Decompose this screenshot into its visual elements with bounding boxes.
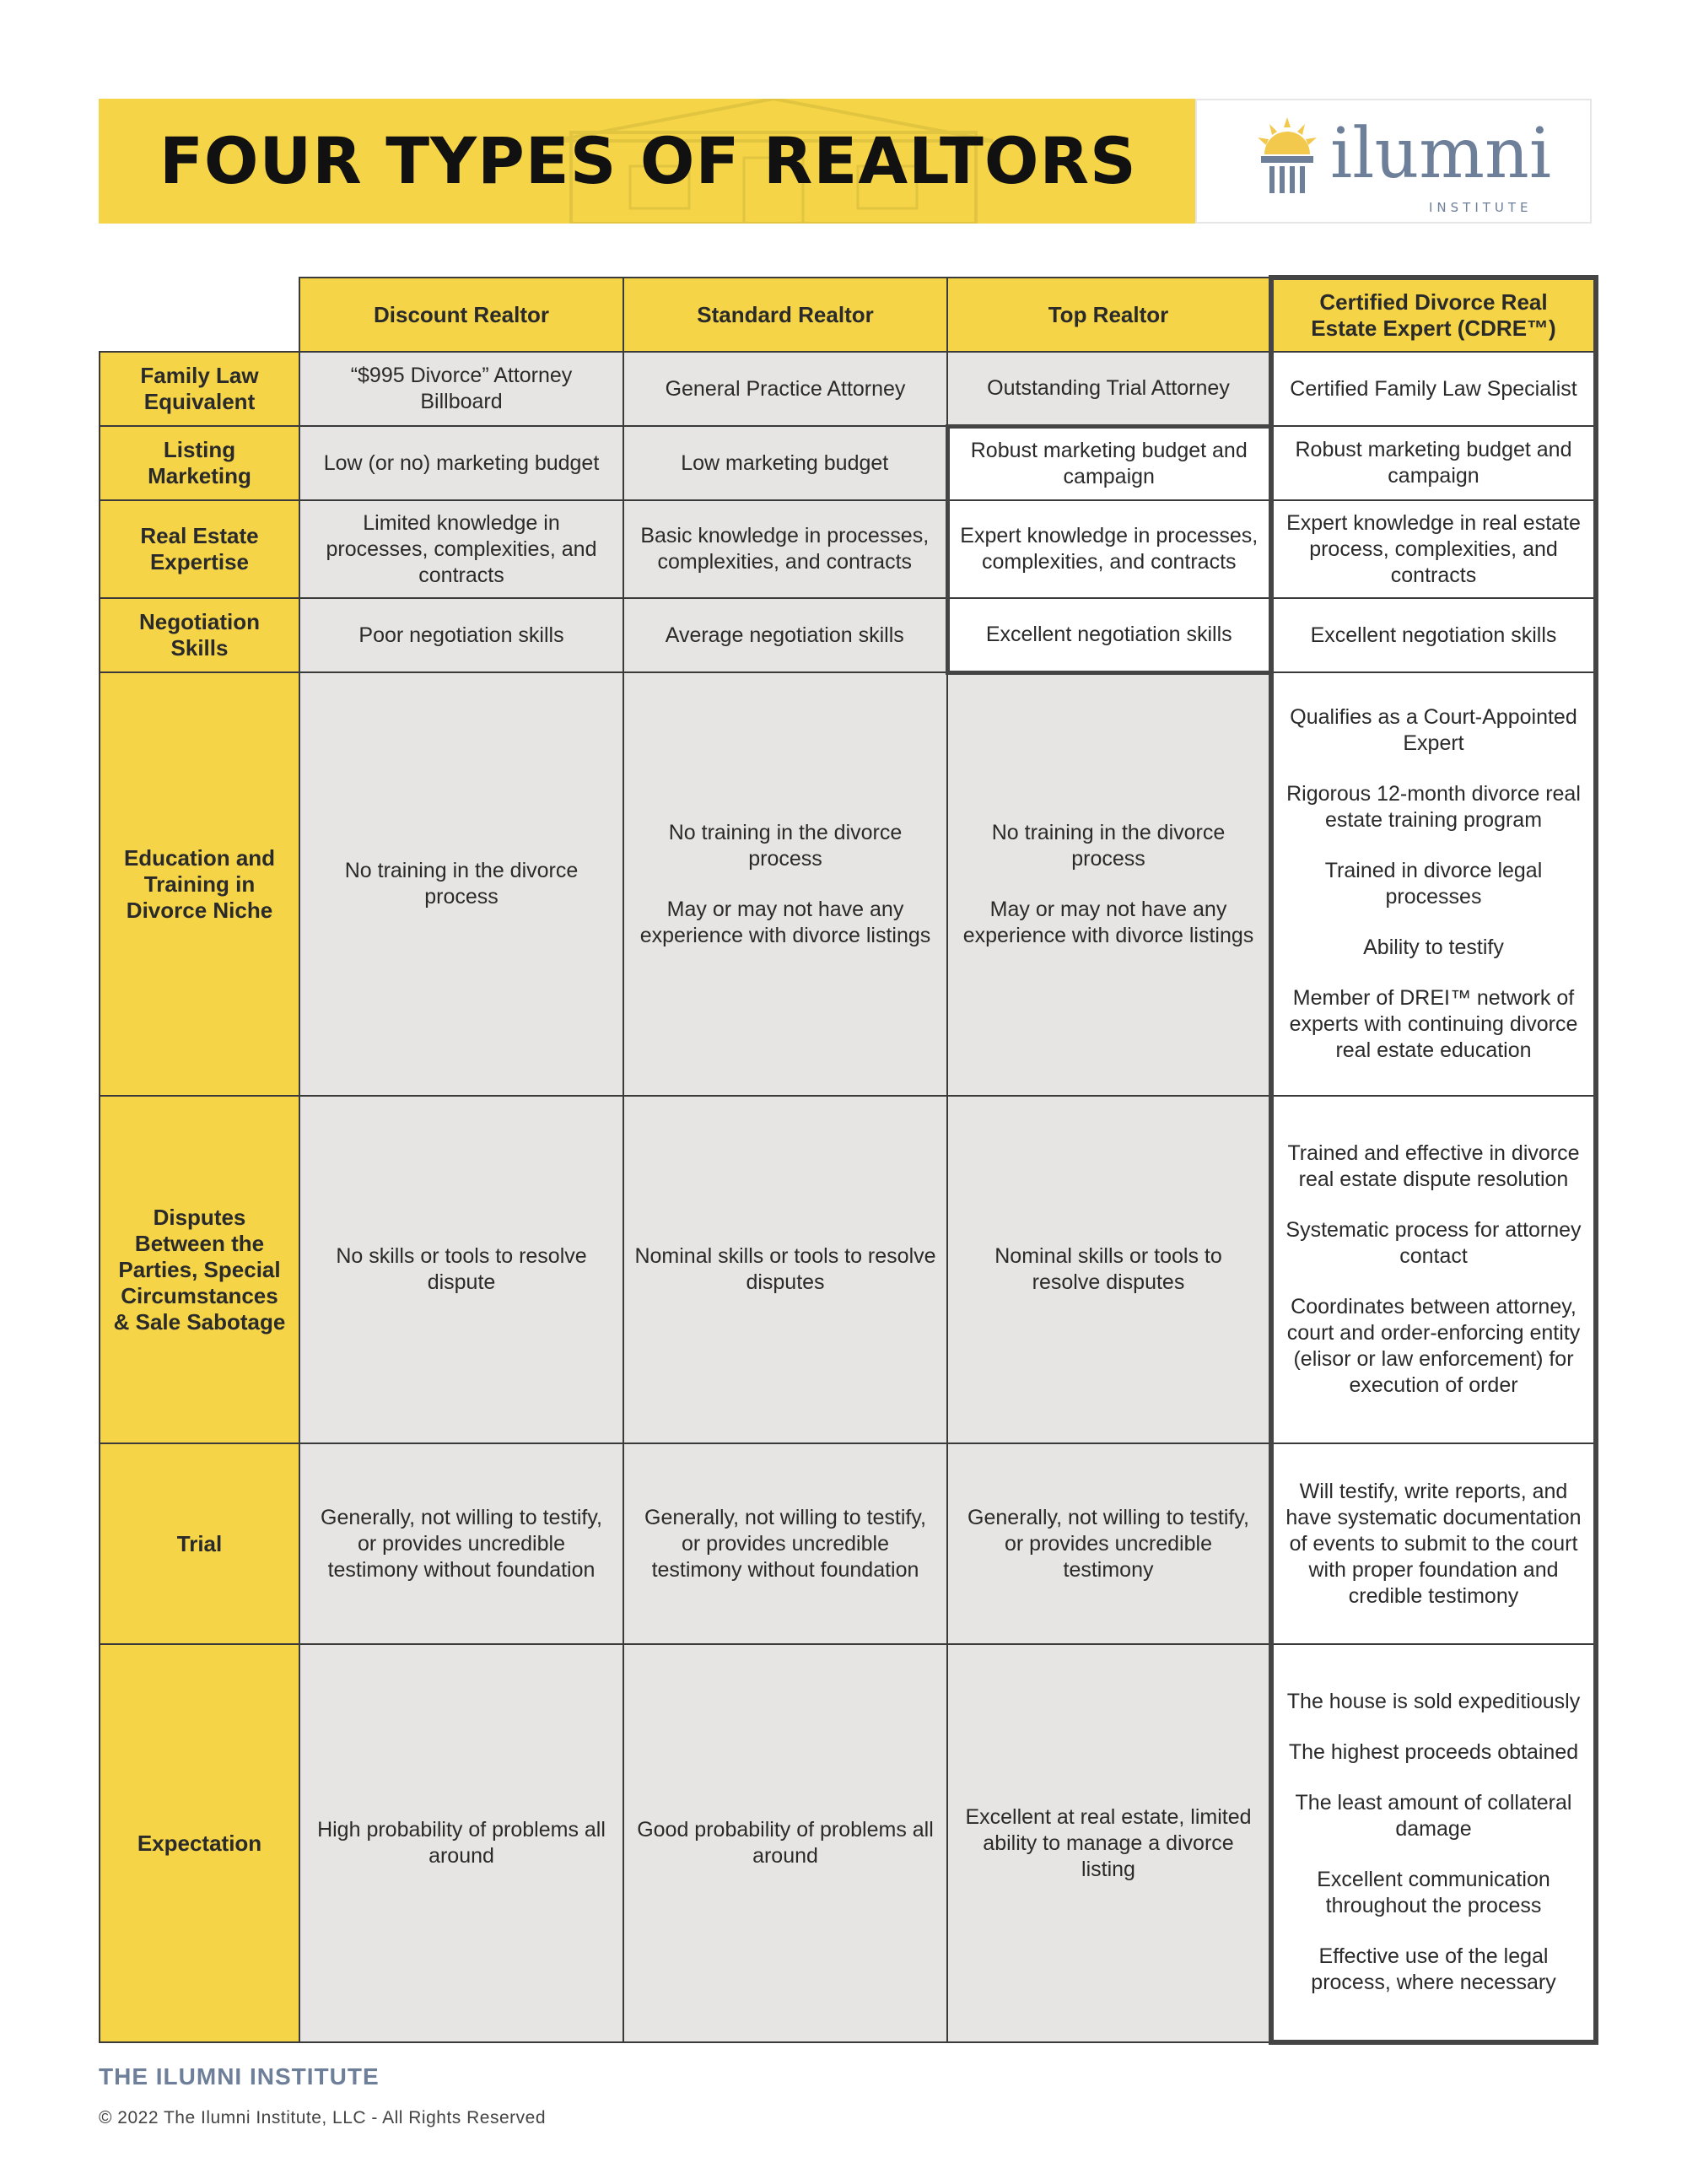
table-row <box>100 1644 1596 2042</box>
logo-subtitle: INSTITUTE <box>1429 200 1533 215</box>
table-cell <box>1271 1644 1596 2042</box>
table-cell <box>947 598 1271 672</box>
table-cell <box>299 352 623 426</box>
cell-paragraph: “$995 Divorce” Attorney Billboard <box>350 364 573 413</box>
table-cell <box>623 672 947 1096</box>
cell-paragraph: The house is sold expeditiously <box>1286 1690 1581 1713</box>
row-header: Education and Training in Divorce Niche <box>100 672 299 1096</box>
footer-brand: THE ILUMNI INSTITUTE <box>99 2063 380 2090</box>
cell-paragraph: Certified Family Law Specialist <box>1290 376 1577 401</box>
row-header: Expectation <box>100 1644 299 2042</box>
table-cell <box>1271 426 1596 500</box>
table-cell <box>947 500 1271 598</box>
cell-paragraph: Expert knowledge in real estate process, complexities, and contracts <box>1286 510 1581 587</box>
table-cell <box>299 426 623 500</box>
cell-paragraph: Average negotiation skills <box>665 623 904 647</box>
cell-paragraph: May or may not have any experience with divorce listings <box>962 898 1254 948</box>
table-header-row <box>100 278 1596 352</box>
table-cell <box>623 426 947 500</box>
table-cell <box>299 672 623 1096</box>
row-header: Family Law Equivalent <box>100 352 299 426</box>
row-header: Disputes Between the Parties, Special Circumstances & Sale Sabotage <box>100 1096 299 1443</box>
title-banner <box>99 99 1195 224</box>
table-cell <box>299 598 623 672</box>
table-cell <box>1271 1096 1596 1443</box>
cell-paragraph: Robust marketing budget and campaign <box>970 438 1248 488</box>
cell-paragraph: Low marketing budget <box>681 450 889 475</box>
cell-paragraph: Effective use of the legal process, where necessary <box>1311 1944 1556 1994</box>
row-header: Negotiation Skills <box>100 598 299 672</box>
table-row <box>100 352 1596 426</box>
cell-paragraph: No skills or tools to resolve dispute <box>336 1244 587 1294</box>
table-row <box>100 598 1596 672</box>
table-cell <box>1271 598 1596 672</box>
table-cell <box>623 1443 947 1644</box>
cell-paragraph: Expert knowledge in processes, complexities, and contracts <box>960 524 1259 574</box>
table-cell <box>947 1644 1271 2042</box>
page-title: FOUR TYPES OF REALTORS <box>159 123 1137 198</box>
table-cell <box>947 352 1271 426</box>
cell-paragraph: Good probability of problems all around <box>637 1818 934 1868</box>
table-cell <box>1271 352 1596 426</box>
table-row <box>100 1096 1596 1443</box>
comparison-table <box>99 275 1598 2045</box>
table-cell <box>1271 672 1596 1096</box>
cell-paragraph: Will testify, write reports, and have systematic documentation of events to submit to the court with proper foundation and credible testimony <box>1285 1479 1582 1608</box>
cell-paragraph: Excellent negotiation skills <box>1310 623 1557 647</box>
table-cell <box>299 1096 623 1443</box>
cell-paragraph: Generally, not willing to testify, or provides uncredible testimony without foundation <box>644 1505 926 1582</box>
cell-paragraph: May or may not have any experience with divorce listings <box>639 897 931 947</box>
cell-paragraph: Nominal skills or tools to resolve disputes <box>994 1244 1222 1294</box>
cell-paragraph: No training in the divorce process <box>344 859 579 909</box>
cell-paragraph: The highest proceeds obtained <box>1288 1740 1579 1764</box>
cell-paragraph: Low (or no) marketing budget <box>323 450 600 475</box>
cell-paragraph: Limited knowledge in processes, complexities, and contracts <box>326 510 597 587</box>
table-cell <box>623 1644 947 2042</box>
cell-paragraph: Robust marketing budget and campaign <box>1295 438 1572 488</box>
row-header: Listing Marketing <box>100 426 299 500</box>
table-cell <box>947 1443 1271 1644</box>
column-header: Discount Realtor <box>299 278 623 352</box>
cell-paragraph: Excellent communication throughout the process <box>1317 1868 1550 1917</box>
cell-paragraph: Qualifies as a Court-Appointed Expert <box>1290 705 1577 755</box>
cell-paragraph: Rigorous 12-month divorce real estate training program <box>1286 782 1581 832</box>
table-cell <box>947 426 1271 500</box>
table-cell <box>299 500 623 598</box>
cell-paragraph: No training in the divorce process <box>668 820 903 871</box>
table-cell <box>947 1096 1271 1443</box>
footer-copyright: © 2022 The Ilumni Institute, LLC - All Rights Reserved <box>99 2108 546 2127</box>
column-header: Top Realtor <box>947 278 1271 352</box>
table-cell <box>1271 1443 1596 1644</box>
table-cell <box>623 500 947 598</box>
sun-pillar-icon <box>1253 116 1322 200</box>
cell-paragraph: Excellent negotiation skills <box>985 622 1232 646</box>
cell-paragraph: Nominal skills or tools to resolve disputes <box>634 1244 936 1294</box>
table-cell <box>623 598 947 672</box>
cell-paragraph: Excellent at real estate, limited ability to manage a divorce listing <box>965 1804 1252 1881</box>
table-cell <box>1271 500 1596 598</box>
table-cell <box>623 1096 947 1443</box>
table-cell <box>299 1644 623 2042</box>
table-row <box>100 672 1596 1096</box>
column-header: Standard Realtor <box>623 278 947 352</box>
cell-paragraph: Member of DREI™ network of experts with continuing divorce real estate education <box>1289 986 1578 1062</box>
cell-paragraph: The least amount of collateral damage <box>1295 1791 1572 1841</box>
cell-paragraph: Trained and effective in divorce real estate dispute resolution <box>1287 1141 1580 1191</box>
table-row <box>100 1443 1596 1644</box>
table-row <box>100 500 1596 598</box>
table-cell <box>947 672 1271 1096</box>
column-header-cdre: Certified Divorce Real Estate Expert (CDRE™) <box>1271 278 1596 352</box>
cell-paragraph: Outstanding Trial Attorney <box>987 375 1230 400</box>
cell-paragraph: High probability of problems all around <box>317 1818 606 1868</box>
cell-paragraph: Generally, not willing to testify, or provides uncredible testimony without foundation <box>321 1505 602 1582</box>
row-header: Real Estate Expertise <box>100 500 299 598</box>
cell-paragraph: General Practice Attorney <box>665 376 906 401</box>
cell-paragraph: No training in the divorce process <box>991 821 1226 871</box>
cell-paragraph: Coordinates between attorney, court and order-enforcing entity (elisor or law enforcement) for execution of order <box>1286 1295 1581 1397</box>
logo-wordmark: ilumni <box>1330 114 1552 194</box>
table-cell <box>623 352 947 426</box>
row-header: Trial <box>100 1443 299 1644</box>
table-row <box>100 426 1596 500</box>
cell-paragraph: Basic knowledge in processes, complexities, and contracts <box>640 524 930 574</box>
cell-paragraph: Trained in divorce legal processes <box>1324 859 1543 909</box>
cell-paragraph: Generally, not willing to testify, or provides uncredible testimony <box>967 1505 1249 1582</box>
cell-paragraph: Ability to testify <box>1363 936 1504 959</box>
ilumni-logo <box>1195 99 1592 224</box>
table-cell <box>299 1443 623 1644</box>
cell-paragraph: Systematic process for attorney contact <box>1285 1218 1582 1268</box>
cell-paragraph: Poor negotiation skills <box>358 623 564 647</box>
table-corner <box>100 278 299 352</box>
